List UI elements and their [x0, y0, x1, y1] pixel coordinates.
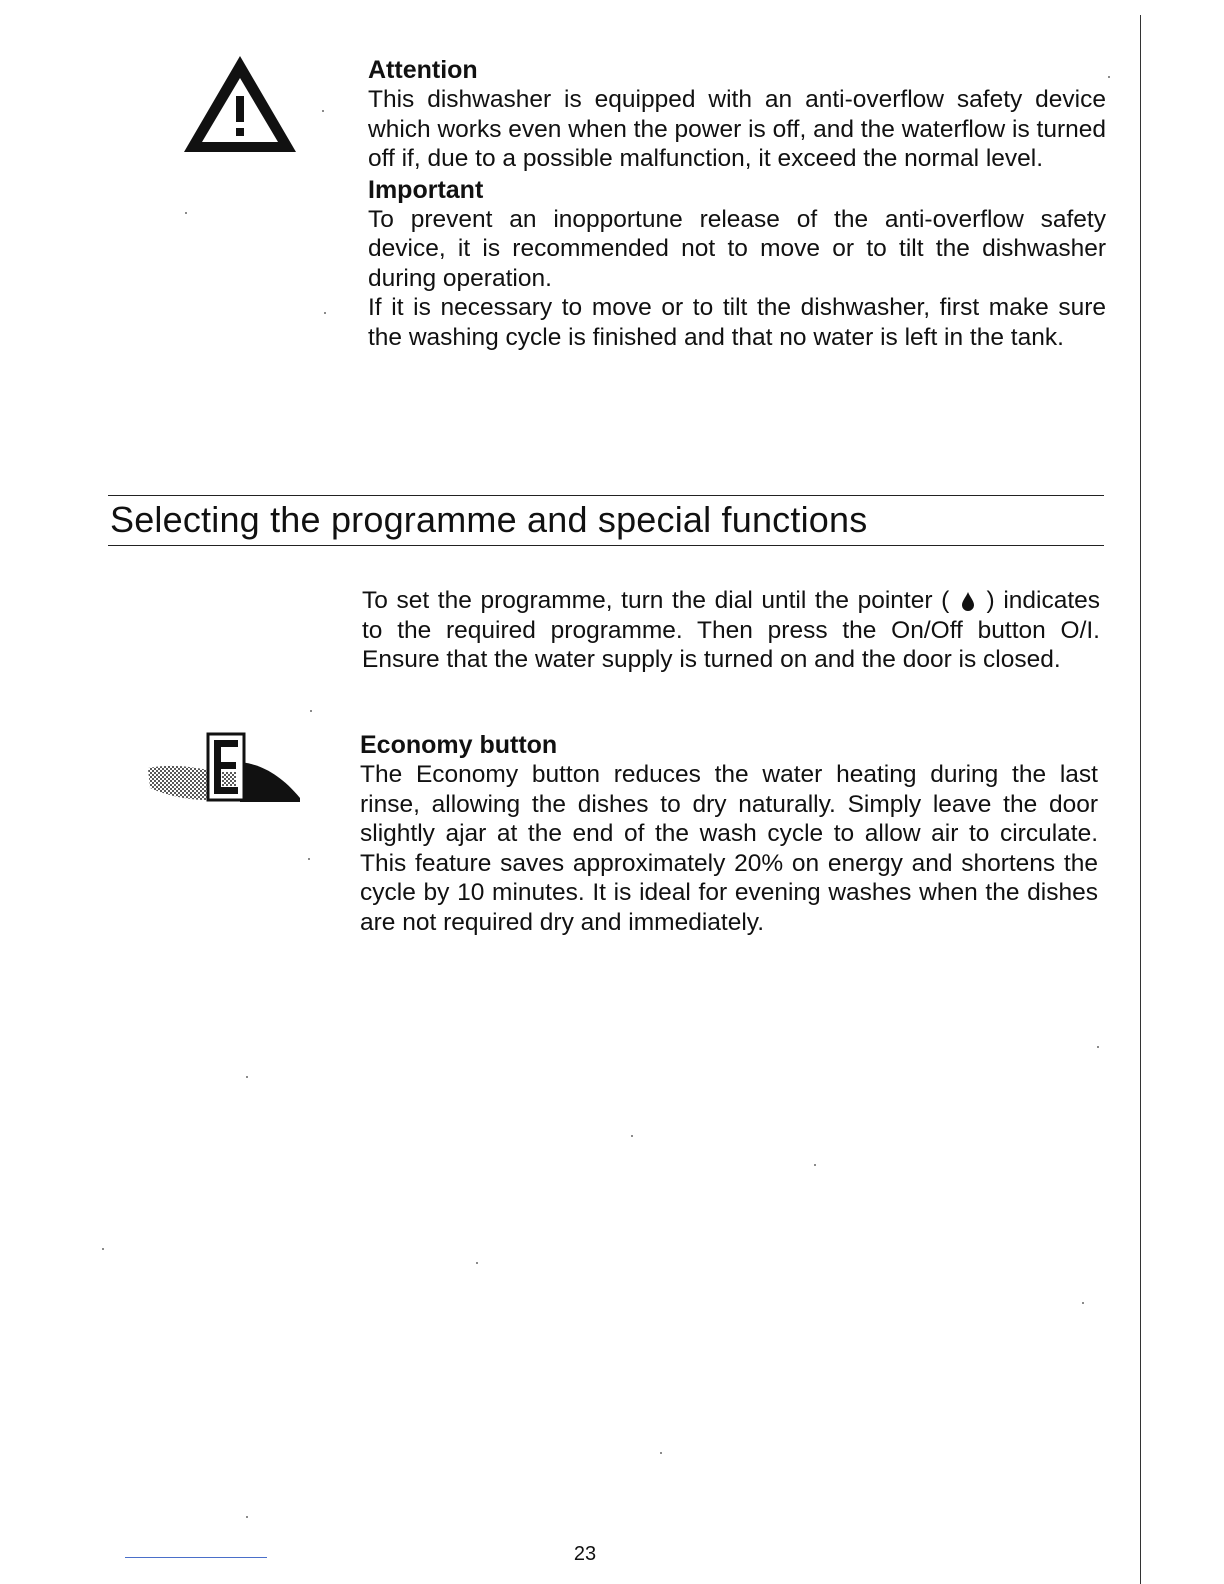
page-number: 23 [573, 1543, 597, 1565]
important-text-2: If it is necessary to move or to tilt the dishwasher, first make sure the washing cycle is finished and that no water is left in the tank. [368, 294, 1106, 351]
scan-speck [185, 212, 187, 214]
scan-speck [324, 312, 326, 314]
scan-speck [308, 858, 310, 860]
scan-speck [322, 110, 324, 112]
drop-pointer-icon [961, 589, 975, 609]
page-edge-line [1140, 15, 1141, 1584]
scan-speck [1108, 76, 1110, 78]
important-text-1: To prevent an inopportune release of the anti-overflow safety device, it is recommended not to move or to tilt the dishwasher during operation. [368, 205, 1106, 292]
important-heading: Important [368, 175, 484, 204]
footer-line [125, 1557, 267, 1558]
section-top-rule [108, 495, 1104, 496]
economy-e-hand-icon [148, 730, 304, 806]
scan-speck [102, 1248, 104, 1250]
section-bottom-rule [108, 545, 1104, 546]
attention-heading: Attention [368, 56, 478, 84]
economy-heading: Economy button [360, 731, 558, 759]
scan-speck [246, 1516, 248, 1518]
economy-text: The Economy button reduces the water heating during the last rinse, allowing the dishes to dry naturally. Simply leave the door slightly ajar at the end of the wash cycle to allow air to circulate. This feature saves approximately 20% on energy and shortens the cycle by 10 minutes. It is ideal for evening washes when the dishes are not required dry and immediately. [360, 761, 1098, 936]
attention-section [368, 55, 1106, 352]
section-title: Selecting the programme and special functions [110, 499, 868, 540]
scan-speck [1082, 1302, 1084, 1304]
programme-section [362, 586, 1100, 675]
scan-speck [476, 1262, 478, 1264]
scan-speck [1097, 1046, 1099, 1048]
programme-text-end: ) indicates to the required programme. Then press the On/Off button O/I. Ensure that the water supply is turned on and the door is closed. [362, 587, 1101, 673]
scan-speck [310, 710, 312, 712]
scan-speck [246, 1076, 248, 1078]
scan-speck [660, 1452, 662, 1454]
warning-triangle-icon [180, 52, 300, 158]
scan-speck [814, 1164, 816, 1166]
programme-text [362, 586, 1100, 675]
scan-speck [631, 1135, 633, 1137]
economy-section [360, 730, 1098, 937]
programme-text-start: To set the programme, turn the dial until the pointer ( [362, 587, 950, 614]
attention-text: This dishwasher is equipped with an anti-overflow safety device which works even when the power is off, and the waterflow is turned off if, due to a possible malfunction, it exceed the normal level. [368, 86, 1106, 172]
